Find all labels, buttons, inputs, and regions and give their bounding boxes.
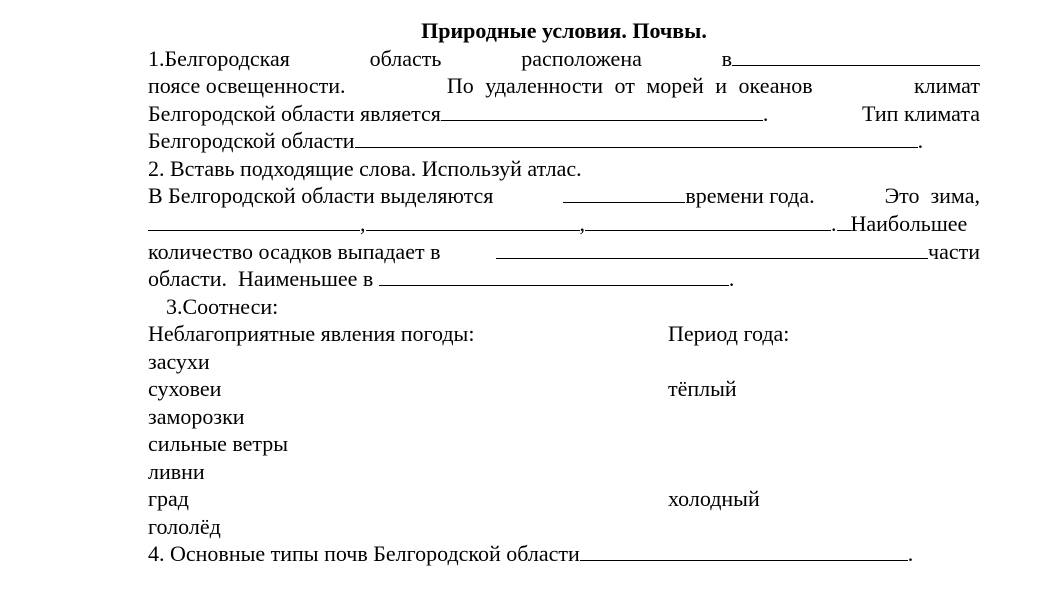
- q1-text: .: [762, 101, 769, 126]
- q4-text: .: [907, 541, 914, 566]
- page-title: Природные условия. Почвы.: [421, 18, 707, 43]
- answer-blank-season-1[interactable]: [148, 210, 360, 231]
- period-warm: тёплый: [668, 376, 737, 401]
- answer-blank-soil-types[interactable]: [580, 540, 908, 561]
- list-item: заморозки: [148, 404, 245, 429]
- q1-climate-group: [148, 100, 768, 127]
- list-item: засухи: [148, 349, 210, 374]
- q1-word: в: [721, 46, 732, 71]
- answer-blank-belt[interactable]: [732, 45, 980, 66]
- q2-text: ,: [579, 211, 585, 236]
- q1-word: расположена: [521, 46, 642, 71]
- q2-line-2: [148, 210, 980, 237]
- q1-text: климат: [913, 73, 980, 98]
- q1-text: Белгородской области: [148, 128, 355, 153]
- q1-text: Белгородской области является: [148, 101, 441, 126]
- q3-row-2: [148, 375, 980, 402]
- q3-heading: 3.Соотнеси:: [166, 294, 279, 319]
- q2-most-group: [496, 238, 980, 265]
- q4-line: [148, 540, 980, 567]
- q3-row-6: [148, 485, 980, 512]
- answer-blank-least-precipitation[interactable]: [379, 265, 729, 286]
- q1-text: По удаленности от морей и океанов: [446, 73, 813, 98]
- q1-belt-group: [722, 45, 980, 72]
- answer-blank-climate-type[interactable]: [355, 127, 918, 148]
- q1-word: область: [369, 46, 442, 71]
- q2-text: .: [831, 211, 837, 236]
- period-cold: холодный: [668, 486, 760, 511]
- q1-line-3: [148, 100, 980, 127]
- q3-column-headers: [148, 320, 980, 347]
- q2-text: части: [928, 239, 980, 264]
- answer-blank-climate[interactable]: [441, 100, 763, 121]
- col-header-phenomena: Неблагоприятные явления погоды:: [148, 321, 475, 346]
- q2-text: Наибольшее: [850, 211, 968, 236]
- list-item: гололёд: [148, 514, 221, 539]
- col-header-period: Период года:: [668, 321, 790, 346]
- q4-text: 4. Основные типы почв Белгородской области: [148, 541, 580, 566]
- q2-text: ,: [360, 211, 366, 236]
- answer-blank-gap: [837, 210, 851, 231]
- q2-text: .: [728, 266, 735, 291]
- q2-text: области. Наименьшее в: [148, 266, 374, 291]
- list-item: суховеи: [148, 376, 222, 401]
- q1-line-2: [148, 72, 980, 99]
- q2-seasons-group: [563, 182, 814, 209]
- q2-heading: 2. Вставь подходящие слова. Используй атлас.: [148, 156, 582, 181]
- q2-text: времени года.: [685, 183, 815, 208]
- q1-text: Тип климата: [862, 101, 980, 126]
- answer-blank-seasons-count[interactable]: [563, 182, 685, 203]
- answer-blank-season-3[interactable]: [585, 210, 831, 231]
- q2-text: Это зима,: [884, 183, 980, 208]
- q1-text: поясе освещенности.: [148, 73, 346, 98]
- answer-blank-season-2[interactable]: [366, 210, 580, 231]
- q2-line-4: [148, 265, 980, 292]
- q2-line-1: [148, 182, 980, 209]
- q2-line-3: [148, 238, 980, 265]
- answer-blank-most-precipitation[interactable]: [496, 238, 928, 259]
- q1-line-4: [148, 127, 980, 154]
- q2-text: количество осадков выпадает в: [148, 239, 441, 264]
- list-item: сильные ветры: [148, 431, 289, 456]
- list-item: ливни: [148, 459, 205, 484]
- q2-text: В Белгородской области выделяются: [148, 183, 494, 208]
- list-item: град: [148, 486, 189, 511]
- q1-text: .: [917, 128, 924, 153]
- q1-line-1: [148, 45, 980, 72]
- q1-word: 1.Белгородская: [148, 46, 290, 71]
